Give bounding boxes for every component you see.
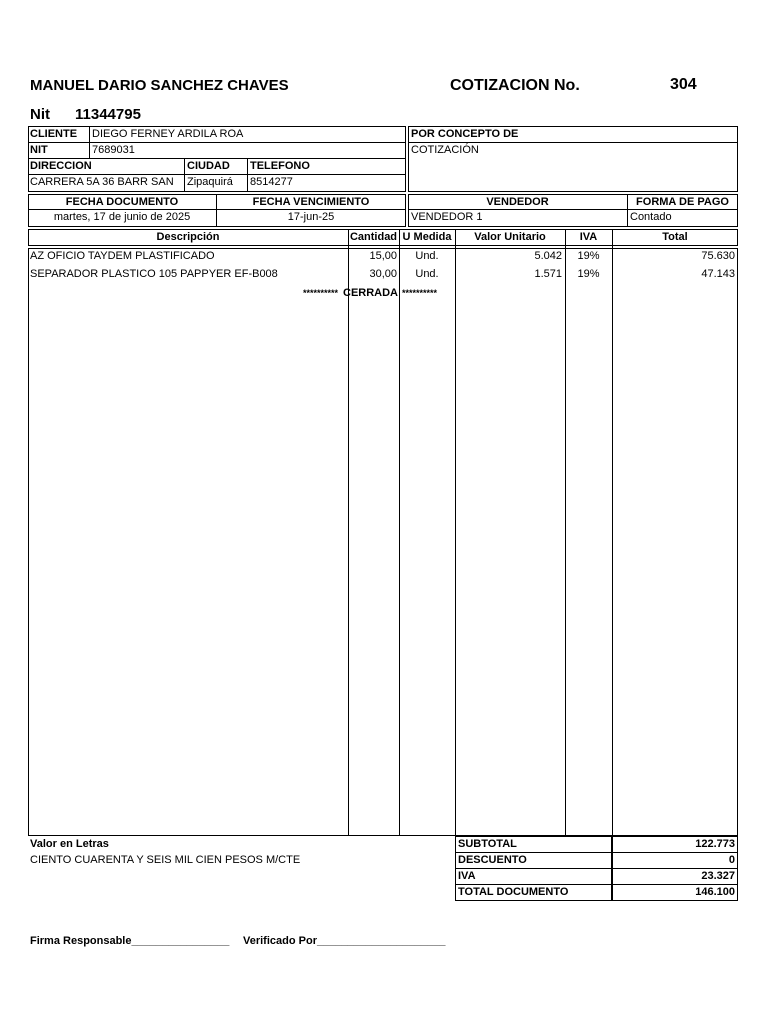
direccion-label: DIRECCION xyxy=(30,160,92,172)
document-title: COTIZACION No. xyxy=(450,77,580,94)
iva-total-label: IVA xyxy=(458,870,476,882)
row-2-valor-unitario: 1.571 xyxy=(534,268,562,280)
col-descripcion: Descripción xyxy=(156,231,220,243)
vendedor-value: VENDEDOR 1 xyxy=(411,211,483,223)
forma-pago-value: Contado xyxy=(630,211,672,223)
subtotal-label: SUBTOTAL xyxy=(458,838,517,850)
company-nit-value: 11344795 xyxy=(75,106,141,123)
closing-stars-left: ********** xyxy=(302,288,338,298)
descuento-value: 0 xyxy=(728,854,735,866)
concepto-value: COTIZACIÓN xyxy=(411,144,479,156)
descuento-label: DESCUENTO xyxy=(458,854,527,866)
items-body xyxy=(28,248,738,836)
telefono-label: TELEFONO xyxy=(250,160,310,172)
valor-letras-value: CIENTO CUARENTA Y SEIS MIL CIEN PESOS M/CTE xyxy=(30,854,301,866)
col-valor-unitario: Valor Unitario xyxy=(474,231,546,243)
fecha-vencimiento-value: 17-jun-25 xyxy=(287,211,335,223)
total-documento-label: TOTAL DOCUMENTO xyxy=(458,886,569,898)
company-name: MANUEL DARIO SANCHEZ CHAVES xyxy=(30,77,289,94)
row-1-iva: 19% xyxy=(577,250,600,262)
row-1-valor-unitario: 5.042 xyxy=(534,250,562,262)
concepto-label: POR CONCEPTO DE xyxy=(411,128,519,140)
row-2-unidad: Und. xyxy=(415,268,439,280)
telefono-value: 8514277 xyxy=(250,176,293,188)
row-2-descripcion: SEPARADOR PLASTICO 105 PAPPYER EF-B008 xyxy=(30,268,278,280)
row-1-unidad: Und. xyxy=(415,250,439,262)
iva-total-value: 23.327 xyxy=(701,870,735,882)
ciudad-label: CIUDAD xyxy=(187,160,230,172)
row-1-cantidad: 15,00 xyxy=(369,250,397,262)
row-2-iva: 19% xyxy=(577,268,600,280)
valor-letras-label: Valor en Letras xyxy=(30,838,109,850)
cliente-label: CLIENTE xyxy=(30,128,78,140)
client-nit-label: NIT xyxy=(30,144,48,156)
col-unidad: U Medida xyxy=(402,231,452,243)
fecha-documento-label: FECHA DOCUMENTO xyxy=(65,196,179,208)
col-total: Total xyxy=(662,231,688,243)
subtotal-value: 122.773 xyxy=(695,838,735,850)
total-documento-value: 146.100 xyxy=(695,886,735,898)
row-2-cantidad: 30,00 xyxy=(369,268,397,280)
vendedor-label: VENDEDOR xyxy=(486,196,549,208)
row-2-total: 47.143 xyxy=(701,268,735,280)
fecha-documento-value: martes, 17 de junio de 2025 xyxy=(53,211,191,223)
closing-word: CERRADA xyxy=(343,287,398,299)
row-1-total: 75.630 xyxy=(701,250,735,262)
firma-responsable: Firma Responsable________________ xyxy=(30,935,230,947)
fecha-vencimiento-label: FECHA VENCIMIENTO xyxy=(252,196,370,208)
client-nit-value: 7689031 xyxy=(92,144,135,156)
company-nit-label: Nit xyxy=(30,106,50,123)
forma-pago-label: FORMA DE PAGO xyxy=(636,196,729,208)
row-1-descripcion: AZ OFICIO TAYDEM PLASTIFICADO xyxy=(30,250,215,262)
verificado-por: Verificado Por_____________________ xyxy=(243,935,446,947)
col-iva: IVA xyxy=(579,231,598,243)
document-number: 304 xyxy=(670,76,697,93)
cliente-value: DIEGO FERNEY ARDILA ROA xyxy=(92,128,244,140)
direccion-value: CARRERA 5A 36 BARR SAN xyxy=(30,176,174,188)
ciudad-value: Zipaquirá xyxy=(187,176,233,188)
closing-stars-right: ********** xyxy=(402,288,438,298)
col-cantidad: Cantidad xyxy=(349,231,398,243)
